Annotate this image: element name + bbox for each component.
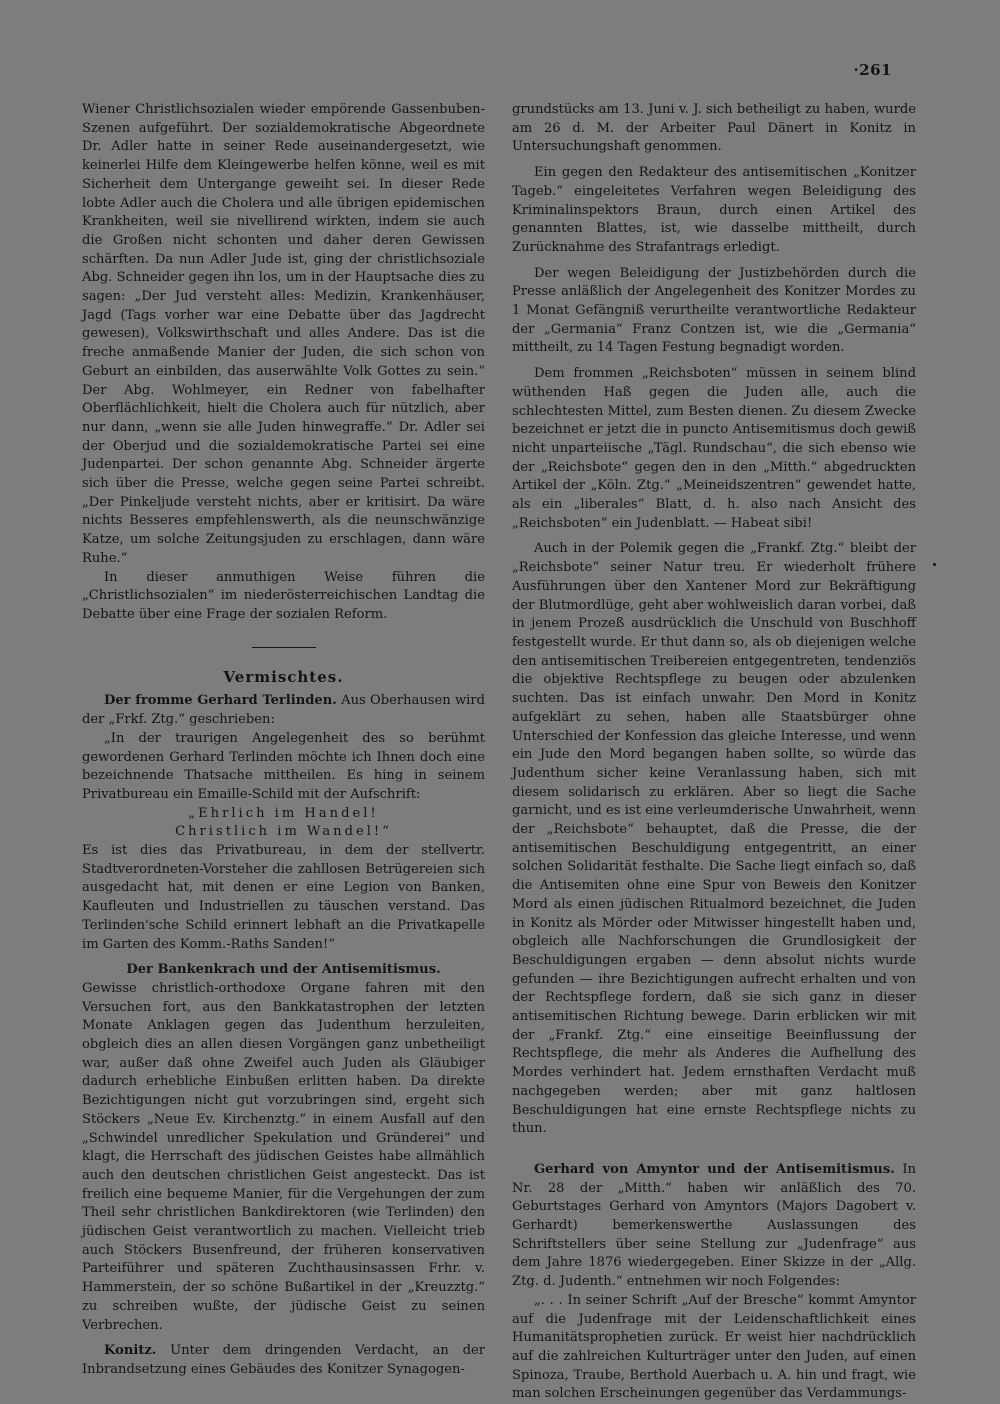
terlinden-heading: Der fromme Gerhard Terlinden.	[104, 693, 337, 709]
konitz-article	[82, 1342, 485, 1379]
sign-line-2: Christlich im Wandel!“	[175, 824, 392, 840]
reichsbote-note: Dem frommen „Reichsboten“ müssen in seinem blind wüthenden Haß gegen die Juden alle, auch die schlechtesten Mittel, zum Besten dienen. Zu diesem Zwecke bezeichnet er jetzt die in puncto Antisemitismus doch gewiß nicht unparteiische „Tägl. Rundschau“, die sich ebenso wie der „Reichsbote“ gegen den in den „Mitth.“ abgedruckten Artikel der „Köln. Ztg.“ „Meineidszentren“ gewendet hatte, als ein „liberales“ Blatt, d. h. also nach Ansicht des „Reichsboten“ ein Judenblatt. — Habeat sibi!	[512, 366, 916, 531]
terlinden-article	[82, 692, 485, 729]
konitz-text: Unter dem dringenden Verdacht, an der Inbrandsetzung eines Gebäudes des Konitzer Synagogen-	[82, 1343, 485, 1377]
bankkrach-article: Gewisse christlich-orthodoxe Organe fahren mit den Versuchen fort, aus den Bankkatastrophen der letzten Monate Anklagen gegen das Judenthum herzuleiten, obgleich dies an allen diesen Vorgängen ganz unbetheiligt war, außer daß ohne Zweifel auch Juden als Gläubiger dadurch erhebliche Einbußen erlitten haben. Da direkte Bezichtigungen nicht gut vorzubringen sind, ergeht sich Stöckers „Neue Ev. Kirchenztg.“ in einem Ausfall auf den „Schwindel unredlicher Spekulation und Gründerei“ und klagt, die Herrschaft des jüdischen Geistes habe allmählich auch den deutschen christlichen Geist angesteckt. Das ist freilich eine bequeme Manier, für die Vergehungen der zum Theil sehr christlichen Bankdirektoren (wie Terlinden) den jüdischen Geist verantwortlich zu machen. Vielleicht trieb auch Stöckers Busenfreund, der früheren konservativen Parteiführer und späteren Zuchthausinsassen Frhr. v. Hammerstein, der so schöne Bußartikel in der „Kreuzztg.“ zu schreiben wußte, der jüdische Geist zu seinen Verbrechen.	[82, 980, 485, 1333]
sign-line-1: „Ehrlich im Handel!	[188, 805, 379, 821]
landtag-article-conclusion: In dieser anmuthigen Weise führen die „Christlichsozialen“ im niederösterreichischen Landtag die Debatte über eine Frage der sozialen Reform.	[82, 569, 485, 622]
amyntor-article	[512, 1161, 916, 1292]
section-title: Vermischtes.	[223, 667, 344, 686]
tageblatt-note: Ein gegen den Redakteur des antisemitischen „Konitzer Tageb.“ eingeleitetes Verfahren wegen Beleidigung des Kriminalinspektors Braun, durch einen Artikel des genannten Blattes, ist, wie dasselbe mittheilt, durch Zurücknahme des Strafantrags erledigt.	[512, 165, 916, 255]
konitz-heading: Konitz.	[104, 1343, 157, 1359]
section-divider	[252, 647, 316, 648]
bankkrach-heading: Der Bankenkrach und der Antisemitismus.	[126, 962, 441, 978]
page-number: ·261	[853, 61, 892, 79]
terlinden-intro: Aus Oberhausen wird der „Frkf. Ztg.“ geschrieben:	[82, 693, 485, 728]
polemik-article: Auch in der Polemik gegen die „Frankf. Ztg.“ bleibt der „Reichsbote“ seiner Natur treu. Er wiederholt frühere Ausführungen über den Xantener Mord zur Bekräftigung der Blutmordlüge, geht aber wohlweislich daran vorbei, daß in jenem Prozeß ausdrücklich die Unschuld von Buschhoff festgestellt wurde. Er thut dann so, als ob diejenigen welche den antisemitischen Treibereien entgegentreten, tendenziös die objektive Rechtspflege zu beugen oder abzulenken suchten. Das ist einfach unwahr. Den Mord in Konitz aufgeklärt zu sehen, haben alle Staatsbürger ohne Unterschied der Konfession das gleiche Interesse, und wenn ein Jude den Mord begangen haben sollte, so würde das Judenthum sicher keine Veranlassung haben, sich mit diesem solidarisch zu erklären. Aber so liegt die Sache garnicht, und es ist eine verleumderische Unwahrheit, wenn der „Reichsbote“ behauptet, daß die Presse, die der antisemitischen Beschuldigung entgegentritt, an einer solchen Solidarität festhalte. Die Sache liegt einfach so, daß die Antisemiten ohne eine Spur von Beweis den Konitzer Mord als einen jüdischen Ritualmord bezeichnet, die Juden in Konitz als Mörder oder Mitwisser hingestellt haben und, obgleich alle Nachforschungen die Grundlosigkeit der Beschuldigungen ergaben — denn absolut nichts wurde gefunden — ihre Bezichtigungen aufrecht erhalten und von der Rechtspflege fordern, daß sie sich ganz in dieser antisemitischen Richtung bewege. Darin erblicken wir mit der „Frankf. Ztg.“ eine einseitige Beeinflussung der Rechtspflege, die mehr als Anderes die Aufhellung des Mordes verhindert hat. Jedem ernsthaften Verdacht muß nachgegeben werden; aber mit ganz haltlosen Beschuldigungen hat eine ernste Rechtspflege nichts zu thun.	[512, 541, 916, 1137]
amyntor-quote: „. . . In seiner Schrift „Auf der Bresche“ kommt Amyntor auf die Judenfrage mit der Leidenschaftlichkeit eines Humanitätsprophetien zurück. Er weist hier nachdrücklich auf die zahlreichen Kulturträger unter den Juden, auf einen Spinoza, Traube, Berthold Auerbach u. A. hin und fragt, wie man solchen Erscheinungen gegenüber das Verdammungs-	[512, 1292, 916, 1402]
landtag-article-paragraph: Wiener Christlichsozialen wieder empörende Gassenbuben-Szenen aufgeführt. Der sozialdemokratische Abgeordnete Dr. Adler hatte in seiner Rede auseinandergesetzt, wie keinerlei Hilfe dem Kleingewerbe helfen könne, weil es mit Sicherheit dem Untergange geweiht sei. In dieser Rede lobte Adler auch die Cholera und alle übrigen epidemischen Krankheiten, weil sie nivellirend wirkten, indem sie auch die Großen nicht schonten und daher deren Gewissen schärften. Da nun Adler Jude ist, ging der christlichsoziale Abg. Schneider gegen ihn los, um in der Hauptsache dies zu sagen: „Der Jud versteht alles: Medizin, Krankenhäuser, Jagd (Tags vorher war eine Debatte über das Jagdrecht gewesen), Volkswirthschaft und alles Andere. Das ist die freche anmaßende Manier der Juden, die sich schon von Geburt an einbilden, das auserwählte Volk Gottes zu sein.“ Der Abg. Wohlmeyer, ein Redner von fabelhafter Oberflächlichkeit, hielt die Cholera auch für nützlich, aber nur dann, „wenn sie alle Juden hinwegraffe.“ Dr. Adler sei der Oberjud und die sozialdemokratische Partei sei eine Judenpartei. Der schon genannte Abg. Schneider ärgerte sich über die Presse, welche gegen seine Partei schreibt. „Der Pinkeljude versteht nichts, aber er kritisirt. Da wäre nichts Besseres empfehlenswerth, als die neunschwänzige Katze, um solche Zeitungsjuden zu erschlagen, dann wäre Ruhe.“	[82, 102, 485, 566]
terlinden-rest: Es ist dies das Privatbureau, in dem der stellvertr. Stadtverordneten-Vorsteher die zahllosen Betrügereien sich ausgedacht hat, mit denen er eine Legion von Banken, Kaufleuten und Industriellen zu täuschen verstand. Das Terlinden'sche Schild erinnert lebhaft an die Privatkapelle im Garten des Komm.-Raths Sanden!“	[82, 843, 485, 952]
stray-mark	[933, 563, 936, 566]
konitz-continuation: grundstücks am 13. Juni v. J. sich betheiligt zu haben, wurde am 26 d. M. der Arbeiter Paul Dänert in Konitz in Untersuchungshaft genommen.	[512, 102, 916, 155]
germania-note: Der wegen Beleidigung der Justizbehörden durch die Presse anläßlich der Angelegenheit des Konitzer Mordes zu 1 Monat Gefängniß verurtheilte verantwortliche Redakteur der „Germania“ Franz Contzen ist, wie die „Germania“ mittheilt, zu 14 Tagen Festung begnadigt worden.	[512, 265, 916, 356]
left-column	[82, 101, 485, 1380]
terlinden-quote: „In der traurigen Angelegenheit des so berühmt gewordenen Gerhard Terlinden möchte ich Ihnen doch eine bezeichnende Thatsache mittheilen. Es hing in seinem Privatbureau ein Emaille-Schild mit der Aufschrift:	[82, 730, 485, 802]
amyntor-heading: Gerhard von Amyntor und der Antisemitismus.	[534, 1161, 895, 1177]
right-column	[512, 101, 916, 1404]
amyntor-text: In Nr. 28 der „Mitth.“ haben wir anläßlich des 70. Geburtstages Gerhard von Amyntors (Majors Dagobert v. Gerhardt) bemerkenswerthe Auslassungen des Schriftstellers über seine Stellung zur „Judenfrage“ aus dem Jahre 1876 wiedergegeben. Einer Skizze in der „Allg. Ztg. d. Judenth.“ entnehmen wir noch Folgendes:	[512, 1161, 916, 1290]
